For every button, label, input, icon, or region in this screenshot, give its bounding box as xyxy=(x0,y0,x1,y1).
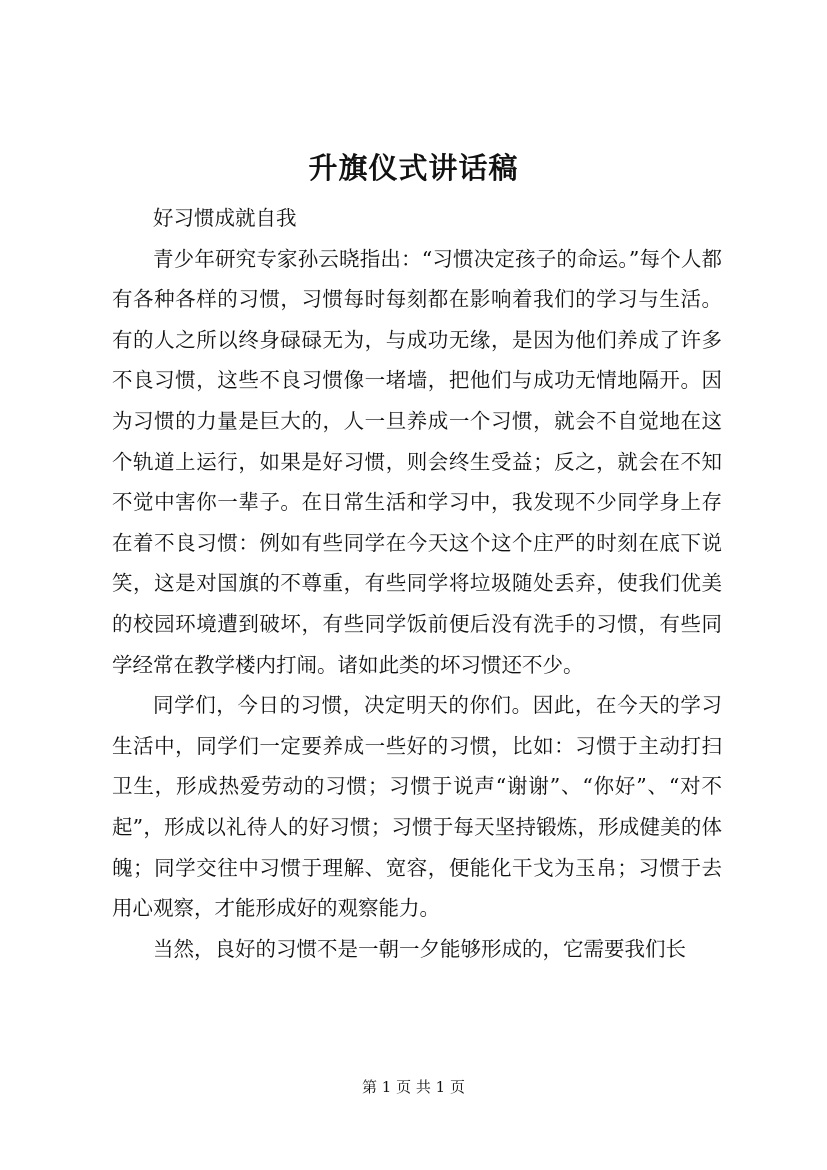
paragraph-1: 青少年研究专家孙云晓指出：“习惯决定孩子的命运。”每个人都有各种各样的习惯，习惯每时每刻都在影响着我们的学习与生活。有的人之所以终身碌碌无为，与成功无缘，是因为他们养成了许多不良习惯，这些不良习惯像一堵墙，把他们与成功无情地隔开。因为习惯的力量是巨大的，人一旦养成一个习惯，就会不自觉地在这个轨道上运行，如果是好习惯，则会终生受益；反之，就会在不知不觉中害你一辈子。在日常生活和学习中，我发现不少同学身上存在着不良习惯：例如有些同学在今天这个这个庄严的时刻在底下说笑，这是对国旗的不尊重，有些同学将垃圾随处丢弃，使我们优美的校园环境遭到破坏，有些同学饭前便后没有洗手的习惯，有些同学经常在教学楼内打闹。诸如此类的坏习惯还不少。 xyxy=(112,246,722,677)
paragraph-subtitle: 好习惯成就自我 xyxy=(153,206,297,230)
page-number-footer: 第 1 页 共 1 页 xyxy=(362,1078,465,1096)
document-body xyxy=(112,198,722,969)
paragraph-2: 同学们，今日的习惯，决定明天的你们。因此，在今天的学习生活中，同学们一定要养成一些好的习惯，比如：习惯于主动打扫卫生，形成热爱劳动的习惯；习惯于说声“谢谢”、“你好”、“对不起”，形成以礼待人的好习惯；习惯于每天坚持锻炼，形成健美的体魄；同学交往中习惯于理解、宽容，便能化干戈为玉帛；习惯于去用心观察，才能形成好的观察能力。 xyxy=(112,693,722,921)
document-title: 升旗仪式讲话稿 xyxy=(308,151,519,185)
paragraph-3: 当然，良好的习惯不是一朝一夕能够形成的，它需要我们长 xyxy=(153,936,686,961)
